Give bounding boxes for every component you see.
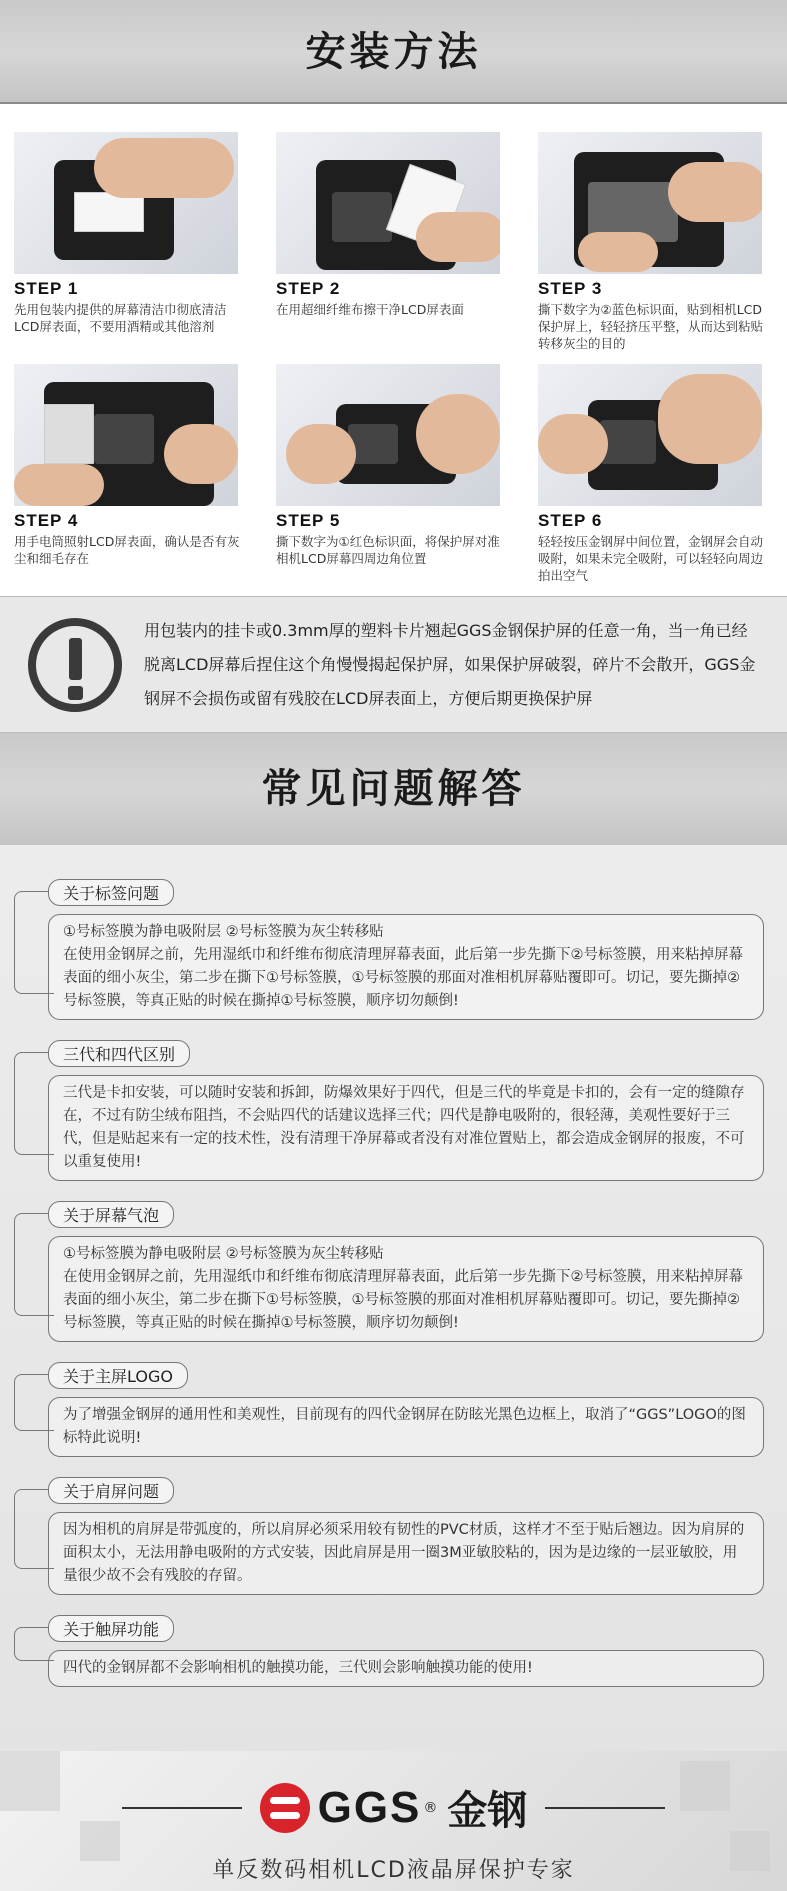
ggs-logo [260,1779,528,1836]
step-photo [538,132,762,274]
faq-answer: 为了增强金钢屏的通用性和美观性，目前现有的四代金钢屏在防眩光黑色边框上，取消了“GGS”LOGO的图标特此说明! [48,1397,764,1457]
faq-answer: 三代是卡扣安装，可以随时安装和拆卸，防爆效果好于四代，但是三代的毕竟是卡扣的，会有一定的缝隙存在，不过有防尘绒布阻挡，不会贴四代的话建议选择三代；四代是静电吸附的，很轻薄，美观性要好于三代，但是贴起来有一定的技术性，没有清理干净屏幕或者没有对准位置贴上，都会造成金钢屏的报废，不可以重复使用! [48,1075,764,1181]
step-desc: 用手电筒照射LCD屏表面，确认是否有灰尘和细毛存在 [14,534,240,566]
step-label: STEP 2 [276,279,341,298]
step-label: STEP 4 [14,511,79,530]
step-label: STEP 3 [538,279,603,298]
logo-line-right [545,1807,665,1809]
faq-answer: ①号标签膜为静电吸附层 ②号标签膜为灰尘转移贴 在使用金钢屏之前，先用湿纸巾和纤维布彻底清理屏幕表面，此后第一步先撕下②号标签膜，用来粘掉屏幕表面的细小灰尘，第二步在撕下①号标签膜，①号标签膜的那面对准相机屏幕贴覆即可。切记，要先撕掉②号标签膜，等真正贴的时候在撕掉①号标签膜，顺序切勿颠倒! [48,1236,764,1342]
exclamation-icon [28,618,122,712]
faq-tag: 关于标签问题 [48,879,174,906]
header-divider [0,102,787,104]
faq-bracket [14,1213,54,1316]
brand-name-cn: 金钢 [447,1788,528,1834]
faq-item [14,879,773,1020]
faq-header [0,733,787,845]
logo-line-left [122,1807,242,1809]
faq-answer: 因为相机的肩屏是带弧度的，所以肩屏必须采用较有韧性的PVC材质，这样才不至于贴后翘边。因为肩屏的面积太小，无法用静电吸附的方式安装，因此肩屏是用一圈3M亚敏胶粘的，因为是边缘的一层亚敏胶，用量很少故不会有残胶的存留。 [48,1512,764,1595]
install-header [0,0,787,104]
brand-name: GGS [317,1782,422,1832]
faq-bracket [14,891,54,994]
faq-answer: ①号标签膜为静电吸附层 ②号标签膜为灰尘转移贴 在使用金钢屏之前，先用湿纸巾和纤维布彻底清理屏幕表面，此后第一步先撕下②号标签膜，用来粘掉屏幕表面的细小灰尘，第二步在撕下①号标签膜，①号标签膜的那面对准相机屏幕贴覆即可。切记，要先撕掉②号标签膜，等真正贴的时候在撕掉①号标签膜，顺序切勿颠倒! [48,914,764,1020]
brand-footer [0,1751,787,1891]
faq-tag: 三代和四代区别 [48,1040,190,1067]
step-label: STEP 6 [538,511,603,530]
step-desc: 轻轻按压金钢屏中间位置，金钢屏会自动吸附，如果未完全吸附，可以轻轻向周边拍出空气 [538,534,764,583]
step-photo [14,132,238,274]
step-card [276,364,508,586]
ggs-logo-icon [260,1783,310,1833]
registered-mark: ® [423,1799,438,1816]
faq-item [14,1615,773,1687]
faq-item [14,1477,773,1595]
faq-item [14,1040,773,1181]
step-card [538,364,770,586]
step-card [14,132,246,354]
faq-tag: 关于屏幕气泡 [48,1201,174,1228]
step-label: STEP 5 [276,511,341,530]
install-title: 安装方法 [305,29,482,75]
step-desc: 先用包装内提供的屏幕清洁巾彻底清洁LCD屏表面，不要用酒精或其他溶剂 [14,302,227,334]
faq-item [14,1201,773,1342]
faq-answer: 四代的金钢屏都不会影响相机的触摸功能，三代则会影响触摸功能的使用! [48,1650,764,1687]
faq-tag: 关于肩屏问题 [48,1477,174,1504]
faq-tag: 关于触屏功能 [48,1615,174,1642]
faq-bracket [14,1489,54,1569]
step-desc: 撕下数字为②蓝色标识面，贴到相机LCD保护屏上，轻轻挤压平整，从而达到粘贴转移灰尘的目的 [538,302,764,351]
faq-bracket [14,1052,54,1155]
removal-notice [0,596,787,733]
notice-text: 用包装内的挂卡或0.3mm厚的塑料卡片翘起GGS金钢保护屏的任意一角，当一角已经脱离LCD屏幕后捏住这个角慢慢揭起保护屏，如果保护屏破裂，碎片不会散开，GGS金钢屏不会损伤或留有残胶在LCD屏表面上，方便后期更换保护屏 [144,620,756,708]
brand-slogan: 单反数码相机LCD液晶屏保护专家 [212,1858,575,1883]
faq-list [0,845,787,1865]
step-photo [14,364,238,506]
step-photo [276,364,500,506]
step-photo [538,364,762,506]
step-label: STEP 1 [14,279,79,298]
install-steps [0,104,787,596]
faq-title: 常见问题解答 [261,766,526,812]
faq-item [14,1362,773,1457]
step-card [14,364,246,586]
step-desc: 撕下数字为①红色标识面，将保护屏对准相机LCD屏幕四周边角位置 [276,534,500,566]
faq-tag: 关于主屏LOGO [48,1362,188,1389]
step-card [276,132,508,354]
logo-row [0,1779,787,1836]
step-photo [276,132,500,274]
step-card [538,132,770,354]
step-desc: 在用超细纤维布擦干净LCD屏表面 [276,302,464,317]
faq-bracket [14,1374,54,1431]
